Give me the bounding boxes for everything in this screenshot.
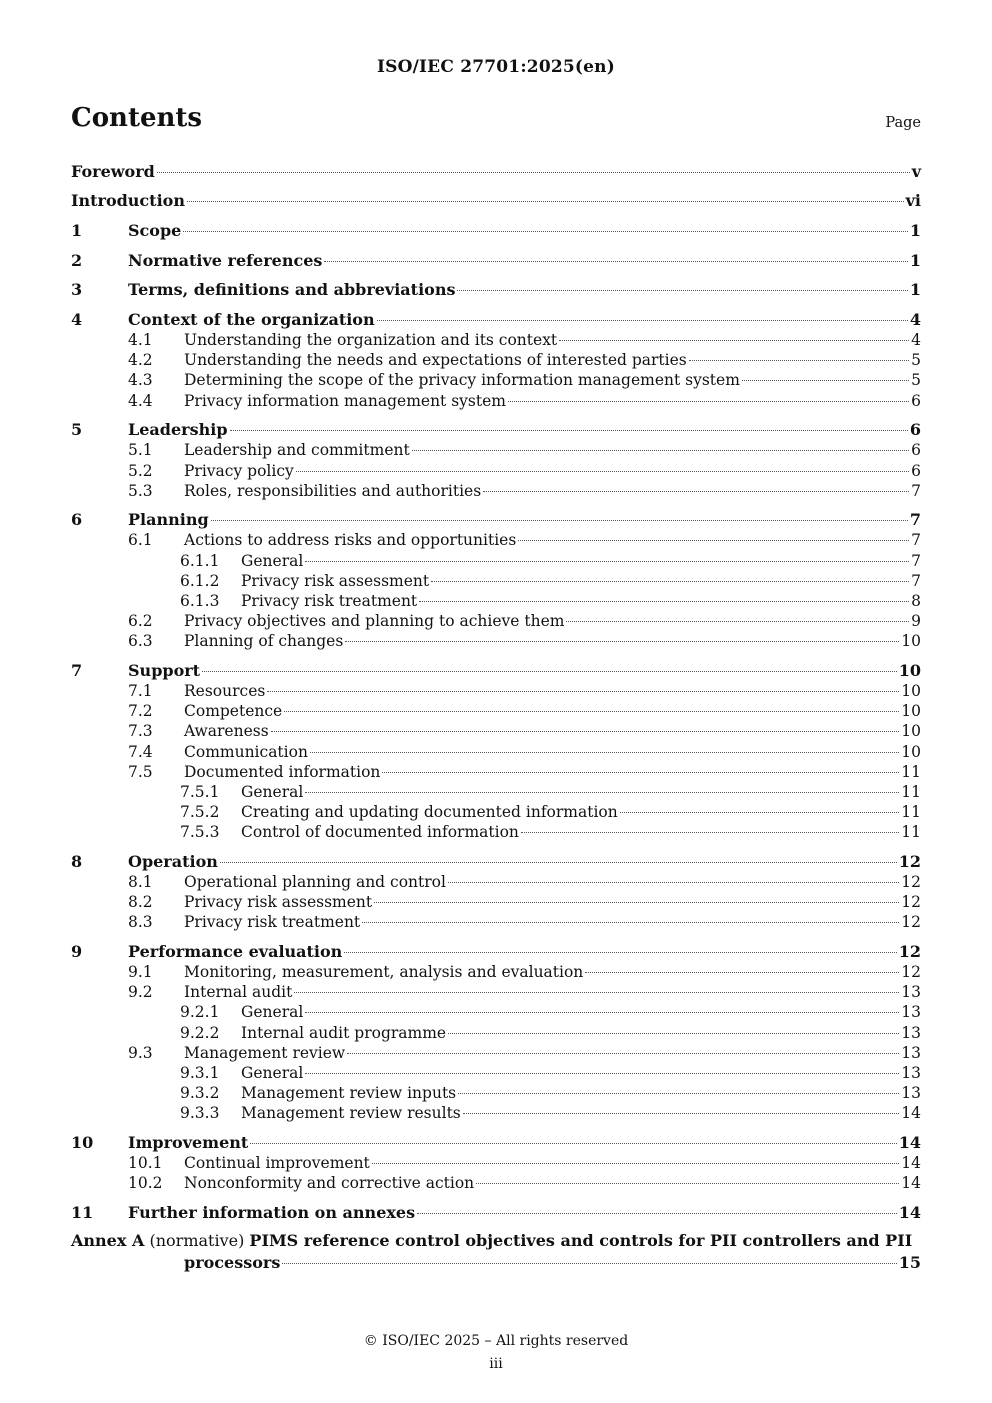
toc-entry[interactable] (71, 510, 921, 530)
annex-page-number: 15 (898, 1253, 921, 1272)
toc-entry-title: Improvement (128, 1133, 249, 1152)
toc-entry-number: 10 (71, 1133, 94, 1152)
toc-entry-page: 7 (911, 531, 921, 549)
toc-entry-page: 4 (909, 310, 921, 329)
toc-entry[interactable] (71, 1203, 921, 1223)
toc-entry[interactable] (71, 822, 921, 842)
toc-entry-title: Internal audit (184, 983, 293, 1001)
leader-dots (284, 710, 899, 712)
toc-entry-page: 10 (901, 743, 921, 761)
toc-entry-annex-a-continued[interactable] (71, 1253, 921, 1273)
toc-entry-title: Context of the organization (128, 310, 375, 329)
toc-entry[interactable] (71, 762, 921, 782)
toc-entry-title: Privacy policy (184, 462, 294, 480)
toc-entry-number: 5 (71, 420, 83, 439)
toc-entry-page: 12 (898, 942, 921, 961)
toc-entry-page: 1 (909, 280, 921, 299)
toc-entry-number: 8.2 (128, 893, 153, 911)
toc-entry-number: 4.3 (128, 371, 153, 389)
leader-dots (458, 1092, 899, 1094)
toc-entry[interactable] (71, 1043, 921, 1063)
leader-dots (412, 449, 909, 451)
toc-entry-title: Privacy information management system (184, 392, 506, 410)
toc-entry-number: 7 (71, 661, 83, 680)
toc-entry[interactable] (71, 370, 921, 390)
page-title: Contents (71, 103, 203, 133)
toc-entry[interactable] (71, 611, 921, 631)
toc-entry-title: Awareness (184, 722, 269, 740)
toc-entry-title: Normative references (128, 251, 323, 270)
toc-entry-title: Performance evaluation (128, 942, 343, 961)
leader-dots (345, 640, 899, 642)
toc-entry-page: 4 (911, 331, 921, 349)
leader-dots (518, 539, 909, 541)
toc-entry[interactable] (71, 892, 921, 912)
toc-entry[interactable] (71, 350, 921, 370)
toc-entry-number: 7.5.2 (180, 803, 220, 821)
toc-entry[interactable] (71, 461, 921, 481)
toc-entry-number: 7.5 (128, 763, 153, 781)
leader-dots (417, 1212, 897, 1214)
leader-dots (344, 951, 896, 953)
toc-entry-number: 3 (71, 280, 83, 299)
toc-entry-number: 6.1.3 (180, 592, 220, 610)
toc-entry-title: Privacy risk assessment (241, 572, 430, 590)
toc-entry-title: Privacy risk treatment (184, 913, 361, 931)
toc-entry-page: 14 (898, 1203, 921, 1222)
toc-entry-number: 5.2 (128, 462, 153, 480)
leader-dots (372, 1162, 899, 1164)
toc-entry-number: 10.1 (128, 1154, 163, 1172)
toc-entry-page: 14 (901, 1104, 921, 1122)
leader-dots (267, 690, 899, 692)
toc-entry-page: 10 (901, 682, 921, 700)
toc-entry-title: Terms, definitions and abbreviations (128, 280, 456, 299)
leader-dots (521, 831, 899, 833)
toc-entry-title: Continual improvement (184, 1154, 370, 1172)
toc-entry-title: Understanding the organization and its context (184, 331, 558, 349)
toc-entry[interactable] (71, 681, 921, 701)
leader-dots (305, 791, 899, 793)
toc-entry-page: 6 (909, 420, 921, 439)
toc-entry[interactable] (71, 661, 921, 681)
toc-entry-number: 4.2 (128, 351, 153, 369)
toc-entry[interactable] (71, 481, 921, 501)
leader-dots (362, 921, 899, 923)
leader-dots (374, 901, 899, 903)
toc-entry-title: Determining the scope of the privacy information management system (184, 371, 740, 389)
toc-entry-title: Resources (184, 682, 266, 700)
toc-entry-number: 7.5.3 (180, 823, 220, 841)
toc-entry[interactable] (71, 1023, 921, 1043)
toc-entry[interactable] (71, 1173, 921, 1193)
toc-entry-title: Competence (184, 702, 283, 720)
leader-dots (448, 881, 899, 883)
toc-entry-title: Roles, responsibilities and authorities (184, 482, 482, 500)
leader-dots (620, 811, 900, 813)
toc-entry-page: 14 (901, 1174, 921, 1192)
toc-entry[interactable] (71, 280, 921, 300)
toc-entry-number: 5.1 (128, 441, 153, 459)
leader-dots (448, 1032, 899, 1034)
toc-entry-number: 9.3.2 (180, 1084, 220, 1102)
toc-entry-page: 8 (911, 592, 921, 610)
toc-entry-page: 1 (909, 221, 921, 240)
toc-entry-number: 6.2 (128, 612, 153, 630)
toc-entry-page: 11 (901, 803, 921, 821)
toc-entry-page: 13 (901, 1024, 921, 1042)
leader-dots (282, 1262, 896, 1264)
toc-entry-title: Privacy objectives and planning to achieve them (184, 612, 565, 630)
toc-entry-title: Operation (128, 852, 218, 871)
annex-title-line1: PIMS reference control objectives and controls for PII controllers and PII (249, 1231, 913, 1250)
toc-entry-page: 12 (901, 873, 921, 891)
toc-entry-number: 10.2 (128, 1174, 163, 1192)
toc-entry[interactable] (71, 330, 921, 350)
toc-entry-page: 14 (901, 1154, 921, 1172)
toc-entry-number: 11 (71, 1203, 94, 1222)
toc-entry-number: 9.3 (128, 1044, 153, 1062)
toc-entry[interactable] (71, 721, 921, 741)
toc-entry[interactable] (71, 551, 921, 571)
leader-dots (476, 1182, 899, 1184)
toc-entry-page: 5 (911, 371, 921, 389)
toc-entry-page: 10 (901, 632, 921, 650)
toc-entry[interactable] (71, 872, 921, 892)
leader-dots (296, 470, 909, 472)
toc-entry-number: 8.3 (128, 913, 153, 931)
toc-entry-number: 9 (71, 942, 83, 961)
toc-entry-title: Operational planning and control (184, 873, 446, 891)
toc-entry-page: 7 (909, 510, 921, 529)
toc-entry-number: 6.1.1 (180, 552, 220, 570)
toc-entry-title: Management review results (241, 1104, 461, 1122)
toc-entry-page: 7 (911, 572, 921, 590)
toc-entry[interactable] (71, 391, 921, 411)
toc-entry-number: 4.4 (128, 392, 153, 410)
toc-entry[interactable] (71, 1083, 921, 1103)
toc-entry-page: v (911, 162, 921, 181)
toc-entry-page: 10 (901, 722, 921, 740)
leader-dots (566, 620, 909, 622)
toc-entry-number: 9.2.1 (180, 1003, 220, 1021)
leader-dots (508, 400, 909, 402)
toc-entry[interactable] (71, 591, 921, 611)
toc-entry-page: 12 (901, 893, 921, 911)
toc-entry-title: Management review inputs (241, 1084, 457, 1102)
toc-entry[interactable] (71, 530, 921, 550)
toc-entry[interactable] (71, 1063, 921, 1083)
leader-dots (457, 289, 907, 291)
toc-entry-page: vi (905, 191, 921, 210)
toc-entry-title: Monitoring, measurement, analysis and evaluation (184, 963, 584, 981)
toc-entry[interactable] (71, 802, 921, 822)
toc-entry-number: 6.1.2 (180, 572, 220, 590)
leader-dots (324, 260, 907, 262)
toc-entry[interactable] (71, 912, 921, 932)
toc-entry-page: 6 (911, 462, 921, 480)
leader-dots (202, 670, 897, 672)
toc-entry-page: 13 (901, 1064, 921, 1082)
toc-entry-title: Privacy risk treatment (241, 592, 418, 610)
toc-entry-page: 5 (911, 351, 921, 369)
leader-dots (187, 200, 904, 202)
leader-dots (689, 359, 909, 361)
leader-dots (382, 771, 899, 773)
leader-dots (157, 171, 910, 173)
toc-entry-number: 9.3.3 (180, 1104, 220, 1122)
toc-entry[interactable] (71, 1002, 921, 1022)
toc-entry[interactable] (71, 1133, 921, 1153)
toc-entry-page: 6 (911, 392, 921, 410)
leader-dots (559, 339, 909, 341)
toc-entry-number: 8.1 (128, 873, 153, 891)
toc-entry-title: General (241, 783, 304, 801)
annex-type: (normative) (149, 1231, 245, 1250)
toc-entry-number: 5.3 (128, 482, 153, 500)
toc-entry-number: 7.1 (128, 682, 153, 700)
toc-entry-title: Communication (184, 743, 308, 761)
toc-entry-title: Further information on annexes (128, 1203, 416, 1222)
toc-entry-title: Support (128, 661, 201, 680)
toc-entry-page: 13 (901, 1084, 921, 1102)
toc-entry-title: Scope (128, 221, 182, 240)
toc-entry-page: 10 (901, 702, 921, 720)
toc-entry-page: 11 (901, 783, 921, 801)
leader-dots (419, 600, 909, 602)
toc-entry-page: 10 (898, 661, 921, 680)
toc-entry-title: General (241, 1064, 304, 1082)
toc-entry[interactable] (71, 1153, 921, 1173)
toc-entry[interactable] (71, 631, 921, 651)
toc-entry[interactable] (71, 162, 921, 182)
toc-entry-title: Privacy risk assessment (184, 893, 373, 911)
toc-entry-number: 1 (71, 221, 83, 240)
toc-entry-number: 9.3.1 (180, 1064, 220, 1082)
toc-entry-page: 1 (909, 251, 921, 270)
toc-entry[interactable] (71, 742, 921, 762)
leader-dots (431, 580, 909, 582)
toc-entry-page: 9 (911, 612, 921, 630)
toc-entry-page: 13 (901, 1044, 921, 1062)
toc-entry-title: General (241, 552, 304, 570)
page-column-label: Page (885, 115, 921, 131)
leader-dots (230, 429, 908, 431)
toc-entry-title: General (241, 1003, 304, 1021)
toc-entry[interactable] (71, 1103, 921, 1123)
leader-dots (250, 1142, 896, 1144)
toc-entry-title: Actions to address risks and opportunities (184, 531, 517, 549)
leader-dots (742, 379, 909, 381)
leader-dots (183, 230, 908, 232)
toc-entry[interactable] (71, 701, 921, 721)
toc-entry-title: Planning of changes (184, 632, 344, 650)
toc-entry-number: 6 (71, 510, 83, 529)
leader-dots (271, 730, 900, 732)
toc-entry-title: Foreword (71, 162, 155, 181)
toc-entry-page: 6 (911, 441, 921, 459)
annex-label: Annex A (71, 1231, 145, 1250)
toc-entry-title: Creating and updating documented information (241, 803, 618, 821)
toc-entry-page: 14 (898, 1133, 921, 1152)
toc-entry[interactable] (71, 310, 921, 330)
toc-entry-number: 6.1 (128, 531, 153, 549)
leader-dots (483, 490, 909, 492)
toc-entry-number: 7.5.1 (180, 783, 220, 801)
leader-dots (377, 319, 908, 321)
toc-entry-number: 4 (71, 310, 83, 329)
toc-entry-page: 13 (901, 983, 921, 1001)
toc-entry[interactable] (71, 962, 921, 982)
toc-entry-number: 9.2.2 (180, 1024, 220, 1042)
toc-entry-page: 12 (901, 913, 921, 931)
toc-entry[interactable] (71, 852, 921, 872)
toc-entry-title: Understanding the needs and expectations of interested parties (184, 351, 687, 369)
toc-entry[interactable] (71, 221, 921, 241)
toc-entry[interactable] (71, 191, 921, 211)
toc-entry-number: 2 (71, 251, 83, 270)
toc-entry-title: Nonconformity and corrective action (184, 1174, 475, 1192)
toc-entry-number: 6.3 (128, 632, 153, 650)
toc-entry-number: 9.2 (128, 983, 153, 1001)
toc-entry[interactable] (71, 251, 921, 271)
toc-entry-annex-a[interactable] (71, 1231, 921, 1251)
toc-entry-title: Documented information (184, 763, 381, 781)
toc-entry[interactable] (71, 571, 921, 591)
toc-entry[interactable] (71, 942, 921, 962)
toc-entry[interactable] (71, 420, 921, 440)
toc-entry-title: Leadership (128, 420, 228, 439)
toc-entry-title: Control of documented information (241, 823, 519, 841)
leader-dots (305, 1011, 899, 1013)
toc-entry-number: 8 (71, 852, 83, 871)
footer-copyright: © ISO/IEC 2025 – All rights reserved (363, 1333, 629, 1349)
toc-entry-number: 9.1 (128, 963, 153, 981)
leader-dots (305, 560, 909, 562)
leader-dots (211, 519, 908, 521)
toc-entry-number: 7.4 (128, 743, 153, 761)
toc-entry-title: Leadership and commitment (184, 441, 410, 459)
toc-entry-number: 4.1 (128, 331, 153, 349)
leader-dots (310, 751, 899, 753)
leader-dots (305, 1072, 899, 1074)
toc-entry-title: Internal audit programme (241, 1024, 447, 1042)
toc-entry-page: 7 (911, 552, 921, 570)
leader-dots (220, 861, 897, 863)
toc-entry[interactable] (71, 782, 921, 802)
leader-dots (347, 1052, 899, 1054)
toc-entry-title: Planning (128, 510, 209, 529)
toc-entry[interactable] (71, 440, 921, 460)
toc-entry-page: 7 (911, 482, 921, 500)
toc-entry-page: 12 (901, 963, 921, 981)
toc-entry-page: 11 (901, 763, 921, 781)
document-header: ISO/IEC 27701:2025(en) (376, 57, 615, 77)
toc-entry-title: Introduction (71, 191, 185, 210)
toc-entry-title: Management review (184, 1044, 346, 1062)
leader-dots (585, 971, 899, 973)
toc-entry-number: 7.2 (128, 702, 153, 720)
toc-entry[interactable] (71, 982, 921, 1002)
toc-entry-page: 11 (901, 823, 921, 841)
footer-page-number: iii (489, 1356, 503, 1372)
leader-dots (294, 991, 899, 993)
toc-entry-number: 7.3 (128, 722, 153, 740)
leader-dots (463, 1112, 900, 1114)
toc-entry-page: 12 (898, 852, 921, 871)
toc-entry-page: 13 (901, 1003, 921, 1021)
annex-title-line2: processors (184, 1253, 281, 1272)
